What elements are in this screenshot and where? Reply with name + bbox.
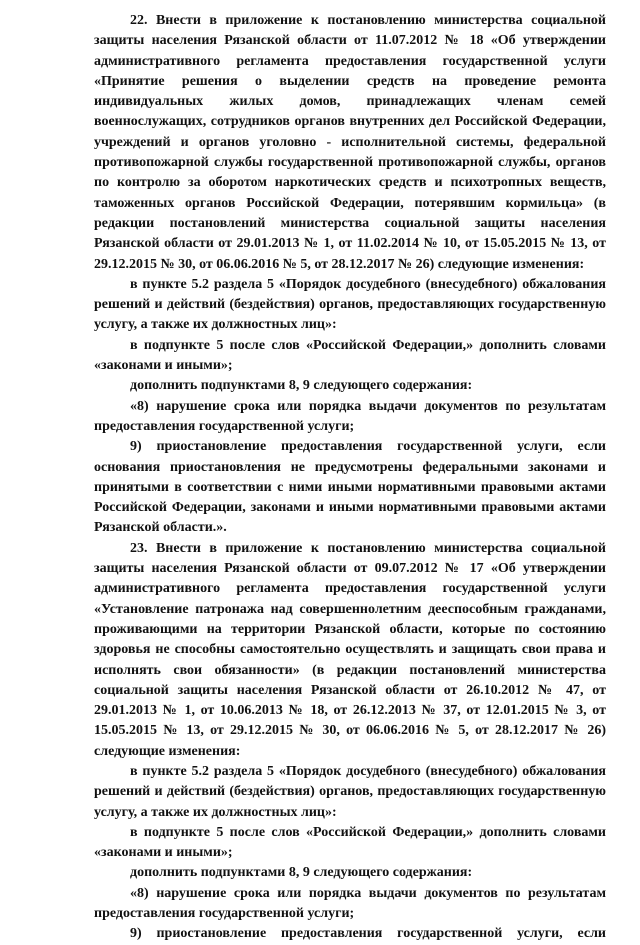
document-body (94, 11, 606, 945)
paragraph-22-intro: 22. Внести в приложение к постановлению министерства социальной защиты населения Рязанской области от 11.07.2012 № 18 «Об утверждении административного регламента предоставления государственной услуги «Принятие решения о выделении средств на проведение ремонта индивидуальных жилых домов, принадлежащих членам семей военнослужащих, сотрудников органов внутренних дел Российской Федерации, учреждений и органов уголовно - исполнительной системы, федеральной противопожарной службы государственной противопожарной службы, органов по контролю за оборотом наркотических средств и психотропных веществ, таможенных органов Российской Федерации, потерявшим кормильца» (в редакции постановлений министерства социальной защиты населения Рязанской области от 29.01.2013 № 1, от 11.02.2014 № 10, от 15.05.2015 № 13, от 29.12.2015 № 30, от 06.06.2016 № 5, от 28.12.2017 № 26) следующие изменения: (94, 13, 606, 272)
paragraph-23-add-subitems: дополнить подпунктами 8, 9 следующего содержания: (130, 865, 473, 881)
paragraph-22-item-5-2: в пункте 5.2 раздела 5 «Порядок досудебного (внесудебного) обжалования решений и действий (бездействия) органов, предоставляющих государственную услугу, а также их должностных лиц»: (94, 276, 606, 333)
paragraph-23-subitem-8: «8) нарушение срока или порядка выдачи документов по результатам предоставления государственной услуги; (94, 885, 606, 922)
paragraph-22-subitem-9: 9) приостановление предоставления государственной услуги, если основания приостановления не предусмотрены федеральными законами и принятыми в соответствии с ними иными нормативными правовыми актами Российской Федерации, законами и иными нормативными правовыми актами Рязанской области.». (94, 439, 606, 536)
paragraph-22-add-subitems: дополнить подпунктами 8, 9 следующего содержания: (130, 378, 473, 394)
paragraph-23-subitem-5: в подпункте 5 после слов «Российской Федерации,» дополнить словами «законами и иными»; (94, 824, 606, 861)
paragraph-22-subitem-5: в подпункте 5 после слов «Российской Федерации,» дополнить словами «законами и иными»; (94, 337, 606, 374)
paragraph-23-intro: 23. Внести в приложение к постановлению министерства социальной защиты населения Рязанской области от 09.07.2012 № 17 «Об утверждении административного регламента предоставления государственной услуги «Установление патронажа над совершеннолетним дееспособным гражданами, проживающими на территории Рязанской области, которые по состоянию здоровья не способны самостоятельно осуществлять и защищать свои права и исполнять свои обязанности» (в редакции постановлений министерства социальной защиты населения Рязанской области от 26.10.2012 № 47, от 29.01.2013 № 1, от 10.06.2013 № 18, от 26.12.2013 № 37, от 12.01.2015 № 3, от 15.05.2015 № 13, от 29.12.2015 № 30, от 06.06.2016 № 5, от 28.12.2017 № 26) следующие изменения: (94, 540, 606, 759)
paragraph-23-item-5-2: в пункте 5.2 раздела 5 «Порядок досудебного (внесудебного) обжалования решений и действий (бездействия) органов, предоставляющих государственную услугу, а также их должностных лиц»: (94, 763, 606, 820)
paragraph-23-subitem-9: 9) приостановление предоставления государственной услуги, если (130, 926, 606, 942)
paragraph-22-subitem-8: «8) нарушение срока или порядка выдачи документов по результатам предоставления государственной услуги; (94, 398, 606, 434)
